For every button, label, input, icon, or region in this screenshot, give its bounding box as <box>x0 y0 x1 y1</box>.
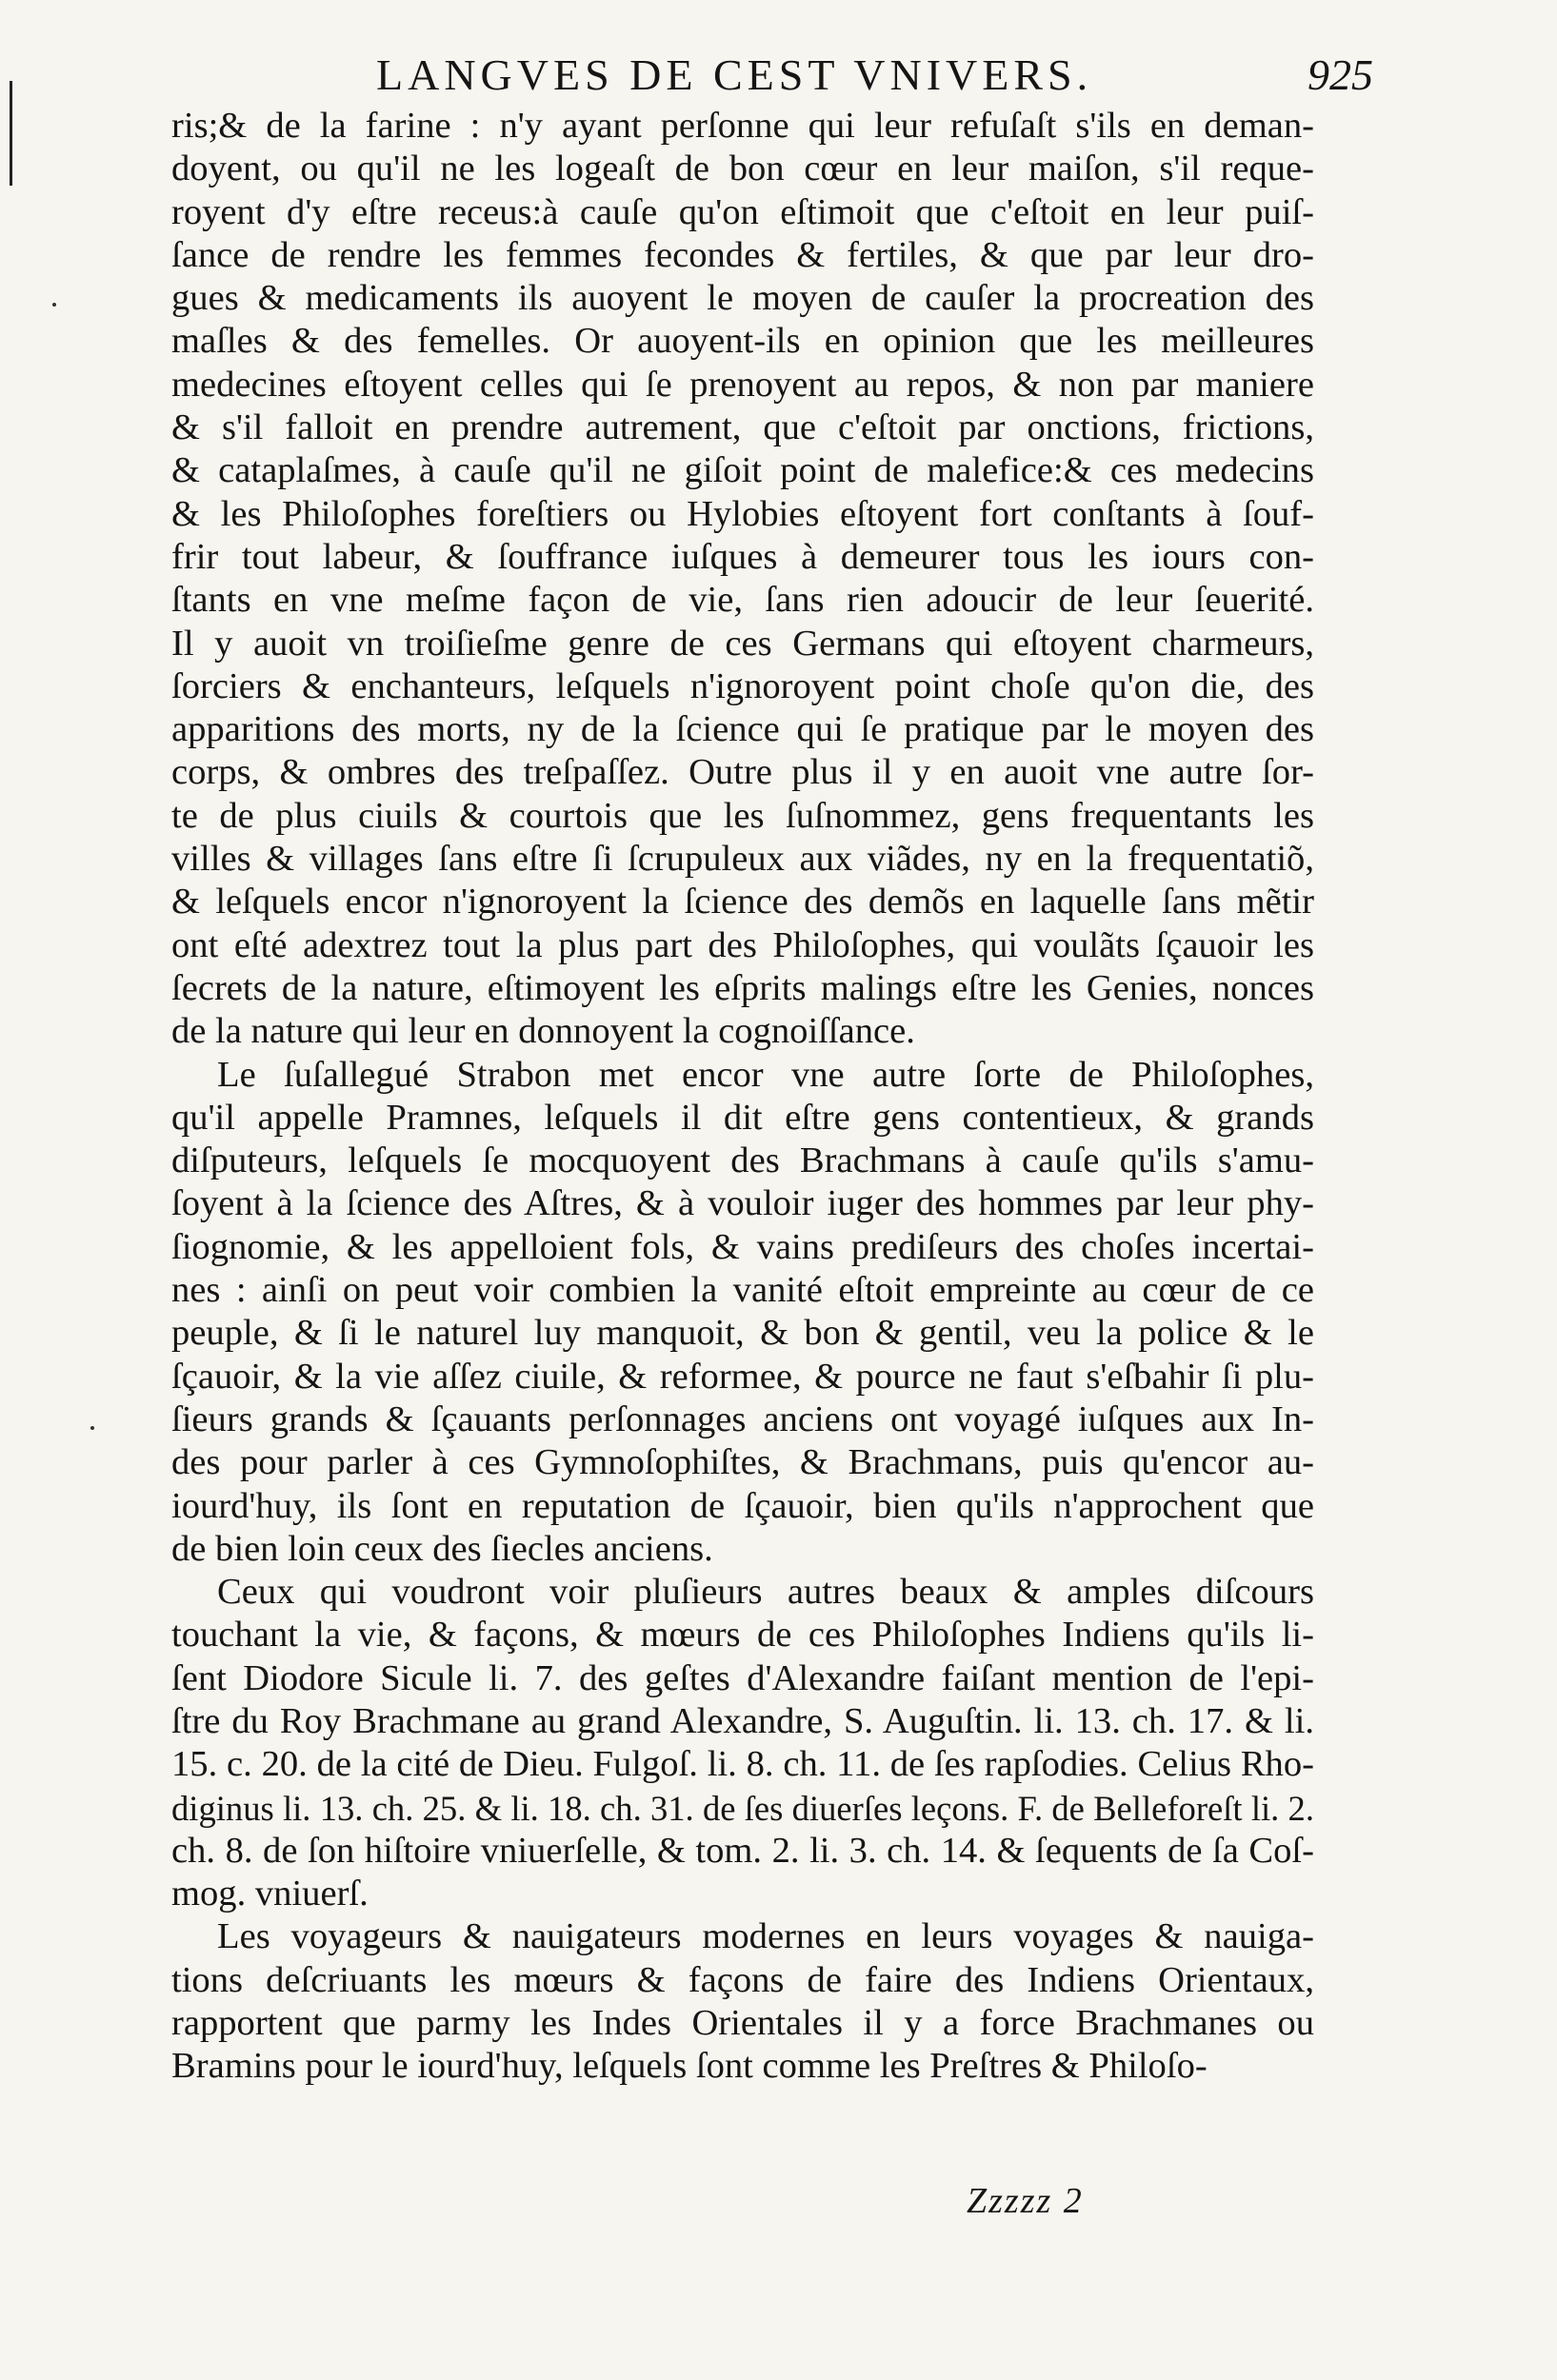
text-line: & les Philoſophes foreſtiers ou Hylobies eſtoyent fort conſtants à ſouf- <box>171 493 1314 534</box>
text-line: ſecrets de la nature, eſtimoyent les eſprits malings eſtre les Genies, nonces <box>171 967 1314 1008</box>
text-line: frir tout labeur, & ſouffrance iuſques à demeurer tous les iours con- <box>171 536 1314 577</box>
text-line: ſçauoir, & la vie aſſez ciuile, & reformee, & pource ne faut s'eſbahir ſi plu- <box>171 1356 1314 1397</box>
text-line: ſiognomie, & les appelloient fols, & vains prediſeurs des choſes incertai- <box>171 1226 1314 1267</box>
text-line: ſorciers & enchanteurs, leſquels n'ignoroyent point choſe qu'on die, des <box>171 665 1314 706</box>
text-line: touchant la vie, & façons, & mœurs de ces Philoſophes Indiens qu'ils li- <box>171 1615 1314 1656</box>
text-line: Le ſuſallegué Strabon met encor vne autre ſorte de Philoſophes, <box>217 1054 1314 1095</box>
text-line: de bien loin ceux des ſiecles anciens. <box>171 1528 713 1569</box>
text-line: Ceux qui voudront voir pluſieurs autres beaux & amples diſcours <box>217 1572 1314 1613</box>
text-line: mog. vniuerſ. <box>171 1874 369 1914</box>
text-line: ſtants en vne meſme façon de vie, ſans rien adoucir de leur ſeuerité. <box>171 580 1314 621</box>
text-line: ſent Diodore Sicule li. 7. des geſtes d'Alexandre faiſant mention de l'epi- <box>171 1657 1314 1698</box>
text-line: ont eſté adextrez tout la plus part des Philoſophes, qui voulãts ſçauoir les <box>171 924 1314 965</box>
running-head: LANGVES DE CEST VNIVERS. <box>376 50 1093 99</box>
text-line: ſieurs grands & ſçauants perſonnages anciens ont voyagé iuſques aux In- <box>171 1398 1314 1439</box>
text-line: diginus li. 13. ch. 25. & li. 18. ch. 31. de ſes diuerſes leçons. F. de Belleforeſt li. 2. <box>171 1788 1314 1828</box>
text-line: peuple, & ſi le naturel luy manquoit, & bon & gentil, veu la police & le <box>171 1313 1314 1354</box>
text-line: medecines eſtoyent celles qui ſe prenoyent au repos, & non par maniere <box>171 364 1314 405</box>
text-line: Bramins pour le iourd'huy, leſquels ſont comme les Preſtres & Philoſo- <box>171 2046 1208 2087</box>
paragraph <box>171 1054 1314 1572</box>
text-line: 15. c. 20. de la cité de Dieu. Fulgoſ. li. 8. ch. 11. de ſes rapſodies. Celius Rho- <box>171 1744 1314 1785</box>
text-line: qu'il appelle Pramnes, leſquels il dit eſtre gens contentieux, & grands <box>171 1097 1314 1138</box>
text-line: iourd'huy, ils ſont en reputation de ſçauoir, bien qu'ils n'approchent que <box>171 1485 1314 1526</box>
text-line: gues & medicaments ils auoyent le moyen de cauſer la procreation des <box>171 278 1314 319</box>
text-line: & s'il falloit en prendre autrement, que c'eſtoit par onctions, frictions, <box>171 407 1314 448</box>
text-line: tions deſcriuants les mœurs & façons de faire des Indiens Orientaux, <box>171 1959 1314 2000</box>
paragraph <box>171 105 1314 1054</box>
paragraph <box>171 1915 1314 2088</box>
text-line: & leſquels encor n'ignoroyent la ſcience des demõs en laquelle ſans mẽtir <box>171 882 1314 922</box>
margin-dot <box>90 1426 94 1430</box>
margin-rule <box>10 81 12 186</box>
text-line: royent d'y eſtre receus:à cauſe qu'on eſtimoit que c'eſtoit en leur puiſ- <box>171 191 1314 232</box>
text-line: apparitions des morts, ny de la ſcience qui ſe pratique par le moyen des <box>171 709 1314 750</box>
text-line: ris;& de la farine : n'y ayant perſonne qui leur refuſaſt s'ils en deman- <box>171 106 1314 146</box>
text-line: corps, & ombres des treſpaſſez. Outre plus il y en auoit vne autre ſor- <box>171 752 1314 793</box>
page-number: 925 <box>1307 50 1373 99</box>
signature-mark: Zzzzz 2 <box>967 2181 1084 2221</box>
text-line: ſoyent à la ſcience des Aſtres, & à vouloir iuger des hommes par leur phy- <box>171 1183 1314 1224</box>
text-line: rapportent que parmy les Indes Orientales il y a force Brachmanes ou <box>171 2003 1314 2044</box>
text-line: Les voyageurs & nauigateurs modernes en leurs voyages & nauiga- <box>217 1916 1314 1957</box>
text-line: maſles & des femelles. Or auoyent-ils en opinion que les meilleures <box>171 321 1314 362</box>
text-line: diſputeurs, leſquels ſe mocquoyent des Brachmans à cauſe qu'ils s'amu- <box>171 1140 1314 1181</box>
text-line: doyent, ou qu'il ne les logeaſt de bon cœur en leur maiſon, s'il reque- <box>171 149 1314 189</box>
text-line: de la nature qui leur en donnoyent la cognoiſſance. <box>171 1011 915 1052</box>
text-line: & cataplaſmes, à cauſe qu'il ne giſoit point de malefice:& ces medecins <box>171 450 1314 491</box>
margin-dot <box>52 303 56 307</box>
text-line: ch. 8. de ſon hiſtoire vniuerſelle, & tom. 2. li. 3. ch. 14. & ſequents de ſa Coſ- <box>171 1830 1314 1871</box>
text-line: villes & villages ſans eſtre ſi ſcrupuleux aux viãdes, ny en la frequentatiõ, <box>171 839 1314 880</box>
text-line: ſtre du Roy Brachmane au grand Alexandre, S. Auguſtin. li. 13. ch. 17. & li. <box>171 1700 1314 1741</box>
text-line: ſance de rendre les femmes fecondes & fertiles, & que par leur dro- <box>171 234 1314 275</box>
text-line: Il y auoit vn troiſieſme genre de ces Germans qui eſtoyent charmeurs, <box>171 623 1314 664</box>
paragraph <box>171 1571 1314 1915</box>
text-line: te de plus ciuils & courtois que les ſuſnommez, gens frequentants les <box>171 795 1314 836</box>
page-header <box>181 50 1381 107</box>
text-line: nes : ainſi on peut voir combien la vanité eſtoit empreinte au cœur de ce <box>171 1270 1314 1311</box>
body-text <box>171 105 1314 2089</box>
text-line: des pour parler à ces Gymnoſophiſtes, & Brachmans, puis qu'encor au- <box>171 1442 1314 1483</box>
